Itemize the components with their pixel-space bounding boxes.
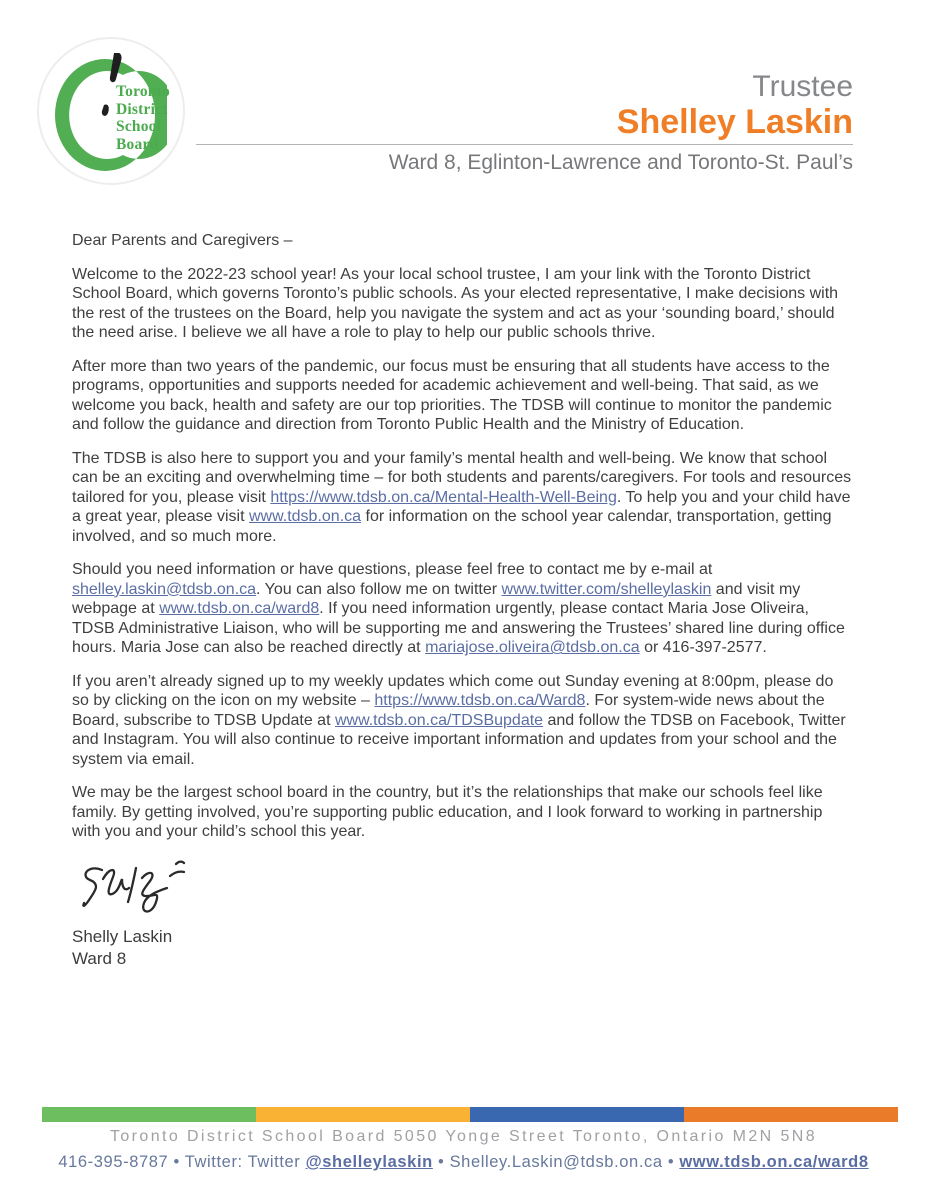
inline-link[interactable]: https://www.tdsb.on.ca/Mental-Health-Well-Being bbox=[270, 488, 617, 506]
inline-link[interactable]: shelley.laskin@tdsb.on.ca bbox=[72, 580, 257, 598]
logo-line: Board bbox=[116, 135, 159, 153]
text-run: The TDSB is also here to support you and your family’s mental health and well-being. We know that school can be an exciting and overwhelming time – for both students and parents/caregivers. For tools and resources tailored for you, please visit bbox=[72, 449, 852, 506]
logo-line: District bbox=[116, 100, 168, 118]
text-run: After more than two years of the pandemic, our focus must be ensuring that all students have access to the programs, opportunities and supports needed for academic achievement and well-being. That said, as we welcome you back, health and safety are our top priorities. The TDSB will continue to monitor the pandemic and follow the guidance and direction from Toronto Public Health and the Ministry of Education. bbox=[72, 357, 832, 434]
text-run: We may be the largest school board in the country, but it’s the relationships that make our schools feel like family. By getting involved, you’re supporting public education, and I look forward to working in partnership with you and your child’s school this year. bbox=[72, 784, 823, 841]
text-run: . You can also follow me on twitter bbox=[256, 580, 502, 598]
paragraph bbox=[72, 560, 854, 658]
header-divider bbox=[196, 144, 853, 145]
paragraph bbox=[72, 357, 854, 435]
text-run: Should you need information or have questions, please feel free to contact me by e-mail at bbox=[72, 561, 713, 579]
bar-segment-blue bbox=[470, 1107, 684, 1122]
signature-block bbox=[72, 856, 854, 970]
inline-link[interactable]: https://www.tdsb.on.ca/Ward8 bbox=[374, 692, 586, 710]
ward-subtitle: Ward 8, Eglinton-Lawrence and Toronto-St. Paul’s bbox=[388, 151, 853, 174]
text-run: or 416-397-2577. bbox=[639, 639, 767, 657]
inline-link[interactable]: www.twitter.com/shelleylaskin bbox=[501, 580, 712, 598]
bar-segment-yellow bbox=[256, 1107, 470, 1122]
text-run: • Shelley.Laskin@tdsb.on.ca • bbox=[432, 1153, 680, 1171]
logo-wordmark bbox=[116, 83, 170, 153]
trustee-role-label: Trustee bbox=[752, 70, 853, 103]
text-run: 416-395-8787 • Twitter: Twitter bbox=[58, 1153, 306, 1171]
trustee-name: Shelley Laskin bbox=[616, 103, 853, 141]
text-run: Welcome to the 2022-23 school year! As your local school trustee, I am your link with the Toronto District School Board, which governs Toronto’s public schools. As your elected representative, I make decisions with the rest of the trustees on the Board, help you navigate the system and act as your ‘sounding board,’ should the need arise. I believe we all have a role to play to help our public schools thrive. bbox=[72, 265, 839, 342]
signer-name: Shelly Laskin bbox=[72, 926, 173, 946]
text-run: . If you need information urgently, please contact Maria Jose Oliveira, TDSB Administrative Liaison, who will be supporting me and answering the Trustees’ shared line during office hours. Maria Jose can also be reached directly at bbox=[72, 600, 845, 657]
footer-contact bbox=[0, 1153, 927, 1172]
logo-line: School bbox=[116, 118, 162, 135]
paragraph bbox=[72, 265, 854, 343]
inline-link[interactable]: www.tdsb.on.ca bbox=[248, 508, 362, 526]
footer-address: Toronto District School Board 5050 Yonge Street Toronto, Ontario M2N 5N8 bbox=[109, 1128, 818, 1145]
text-run: for information on the school year calendar, transportation, getting involved, and so much more. bbox=[72, 508, 832, 545]
inline-link[interactable]: www.tdsb.on.ca/ward8 bbox=[159, 600, 320, 618]
text-run: . For system-wide news about the Board, subscribe to TDSB Update at bbox=[72, 692, 825, 729]
inline-link[interactable]: mariajose.oliveira@tdsb.on.ca bbox=[425, 639, 640, 657]
signature-scribble-icon bbox=[72, 856, 197, 918]
inline-link[interactable]: www.tdsb.on.ca/ward8 bbox=[679, 1153, 869, 1171]
inline-link[interactable]: @shelleylaskin bbox=[305, 1153, 433, 1171]
inline-link[interactable]: www.tdsb.on.ca/TDSBupdate bbox=[334, 711, 544, 729]
bar-segment-orange bbox=[684, 1107, 898, 1122]
tdsb-logo bbox=[37, 37, 185, 185]
paragraph bbox=[72, 672, 854, 770]
text-run: and follow the TDSB on Facebook, Twitter and Instagram. You will also continue to receive important information and updates from your school and the system via email. bbox=[72, 711, 846, 768]
paragraph bbox=[72, 783, 854, 842]
letter-body bbox=[72, 231, 854, 970]
bar-segment-green bbox=[42, 1107, 256, 1122]
paragraph bbox=[72, 449, 854, 547]
greeting: Dear Parents and Caregivers – bbox=[72, 232, 293, 249]
signer-ward: Ward 8 bbox=[72, 948, 127, 968]
text-run: . To help you and your child have a great year, please visit bbox=[72, 488, 851, 526]
text-run: If you aren’t already signed up to my weekly updates which come out Sunday evening at 8:00pm, please do so by clicking on the icon on my website – bbox=[72, 672, 834, 710]
text-run: and visit my webpage at bbox=[72, 580, 801, 618]
logo-line: Toronto bbox=[116, 83, 170, 100]
header-title-block bbox=[617, 70, 853, 141]
footer-color-bar bbox=[42, 1107, 898, 1122]
